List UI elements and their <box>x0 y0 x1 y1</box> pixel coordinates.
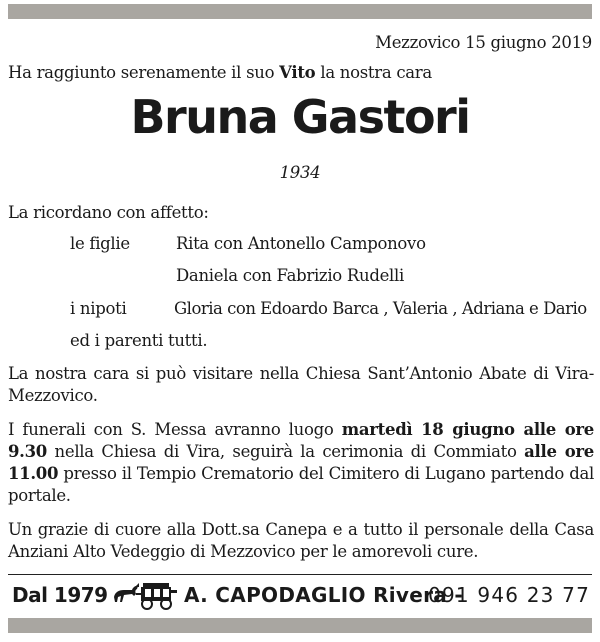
farewell-time: alle ore 11.00 <box>8 442 594 483</box>
relation-daughters: le figlie <box>70 234 130 253</box>
funeral-text-2: nella Chiesa di Vira, seguirà la cerimonia di Commiato <box>47 442 525 461</box>
intro-line <box>8 62 432 84</box>
daughter-name: Daniela con Fabrizio Rudelli <box>176 266 404 285</box>
funeral-paragraph <box>8 419 594 507</box>
thanks-paragraph: Un grazie di cuore alla Dott.sa Canepa e a tutto il personale della Casa Anziani Alto Vedeggio di Mezzovico per le amorevoli cure. <box>8 520 594 561</box>
since-label: Dal 1979 <box>12 583 108 607</box>
date-line: Mezzovico 15 giugno 2019 <box>375 33 592 52</box>
horse-drawn-hearse-icon <box>112 580 180 610</box>
intro-bold-word: Vito <box>279 63 316 82</box>
phone-number: 091 946 23 77 <box>428 583 590 607</box>
footer-divider <box>8 574 592 575</box>
funeral-text-1: I funerali con S. Messa avranno luogo <box>8 420 342 439</box>
intro-after: la nostra cara <box>315 63 432 82</box>
grandchildren-names: Gloria con Edoardo Barca , Valeria , Adriana e Dario <box>174 299 587 318</box>
funeral-home-footer <box>8 578 592 612</box>
bottom-decorative-bar <box>8 618 592 633</box>
mourners-intro: La ricordano con affetto: <box>8 203 209 222</box>
intro-before: Ha raggiunto serenamente il suo <box>8 63 280 82</box>
visit-paragraph: La nostra cara si può visitare nella Chiesa Sant’Antonio Abate di Vira-Mezzovico. <box>8 364 594 405</box>
company-name: A. CAPODAGLIO Rivera - <box>184 583 463 607</box>
funeral-date-time: martedì 18 giugno alle ore 9.30 <box>8 420 594 461</box>
relatives-closing: ed i parenti tutti. <box>70 331 208 350</box>
deceased-name: Bruna Gastori <box>130 90 470 144</box>
birth-year: 1934 <box>279 163 321 182</box>
relation-grandchildren: i nipoti <box>70 299 127 318</box>
top-decorative-bar <box>8 4 592 19</box>
funeral-text-3: presso il Tempio Crematorio del Cimitero di Lugano partendo dal portale. <box>8 464 594 505</box>
daughter-name: Rita con Antonello Camponovo <box>176 234 426 253</box>
